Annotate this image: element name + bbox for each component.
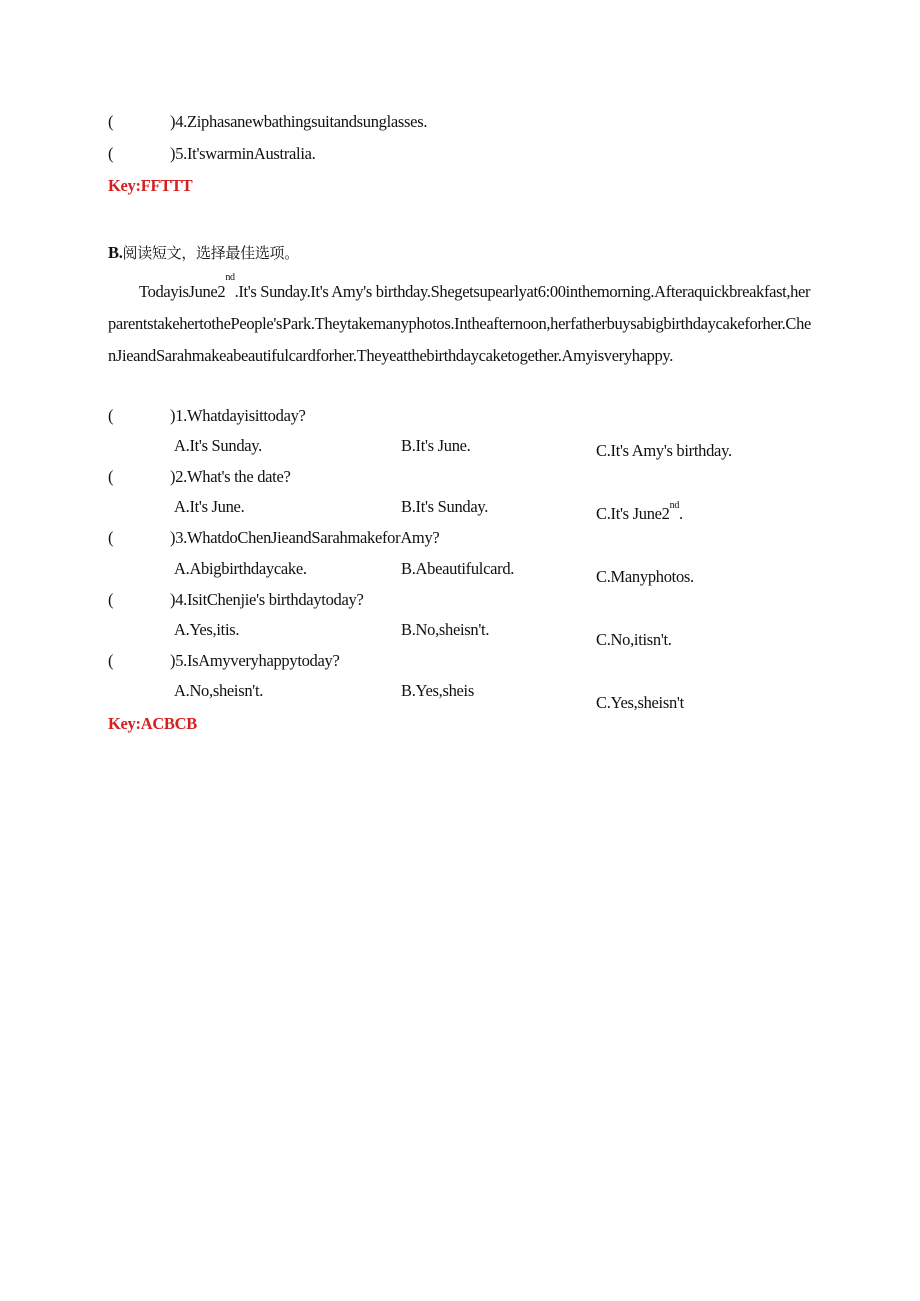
option-c: C.No,itisn't. [596, 630, 672, 649]
passage-superscript: nd [225, 272, 235, 283]
passage-text-start: TodayisJune2 [139, 282, 226, 301]
answer-paren: ( [108, 651, 114, 670]
question-text: )3.WhatdoChenJieandSarahmakeforAmy? [170, 528, 440, 547]
option-c: C.Manyphotos. [596, 567, 694, 586]
question-text: 5.It'swarminAustralia. [175, 144, 316, 163]
option-a: A.Abigbirthdaycake. [174, 559, 307, 578]
answer-paren: ( [108, 467, 114, 486]
question-b2 [108, 467, 291, 487]
answer-key-b: Key:ACBCB [108, 714, 197, 733]
reading-passage [108, 272, 814, 372]
option-c-end: . [679, 504, 683, 523]
option-c-superscript: nd [669, 500, 680, 511]
question-b3 [108, 528, 439, 548]
option-b: B.Abeautifulcard. [401, 559, 515, 578]
option-b: B.It's June. [401, 436, 471, 455]
option-b: B.Yes,sheis [401, 681, 474, 700]
paren-close: ) [170, 144, 176, 163]
option-c: C.Yes,sheisn't [596, 693, 684, 712]
option-a: A.Yes,itis. [174, 620, 240, 639]
option-b: B.No,sheisn't. [401, 620, 490, 639]
question-text: )4.IsitChenjie's birthdaytoday? [170, 590, 364, 609]
option-c [596, 500, 683, 524]
answer-paren: ( [108, 528, 114, 547]
option-c-text: C.It's June2 [596, 504, 670, 523]
answer-paren: ( [108, 406, 114, 425]
option-a: A.It's Sunday. [174, 436, 262, 455]
question-b4 [108, 590, 363, 610]
section-label: B. [108, 243, 123, 262]
question-b5 [108, 651, 340, 671]
paren-close: ) [170, 112, 176, 131]
option-a: A.No,sheisn't. [174, 681, 264, 700]
passage-text-rest: .It's Sunday.It's Amy's birthday.Shegetsupearlyat6:00inthemorning.Afteraquickbreakfast,herparentstakehertothePeople'sPark.Theytakemanyphotos.Intheafternoon,herfatherbuysabigbirthdaycakeforher.ChenJieandSarahmakeabeautifulcardforher.Theyeatthebirthdaycaketogether.Amyisveryhappy. [108, 282, 811, 365]
question-text: )5.IsAmyveryhappytoday? [170, 651, 340, 670]
question-text: )1.Whatdayisittoday? [170, 406, 306, 425]
answer-paren: ( [108, 112, 114, 131]
question-b1 [108, 406, 306, 426]
question-row-a4 [108, 112, 427, 132]
question-text: 4.Ziphasanewbathingsuitandsunglasses. [175, 112, 428, 131]
question-row-a5 [108, 144, 315, 164]
answer-paren: ( [108, 144, 114, 163]
option-a: A.It's June. [174, 497, 245, 516]
option-b: B.It's Sunday. [401, 497, 489, 516]
question-text: )2.What's the date? [170, 467, 291, 486]
answer-key-a: Key:FFTTT [108, 176, 193, 195]
option-c: C.It's Amy's birthday. [596, 441, 732, 460]
answer-paren: ( [108, 590, 114, 609]
section-instruction: 阅读短文，选择最佳选项。 [122, 244, 299, 262]
section-b-heading [108, 243, 299, 263]
